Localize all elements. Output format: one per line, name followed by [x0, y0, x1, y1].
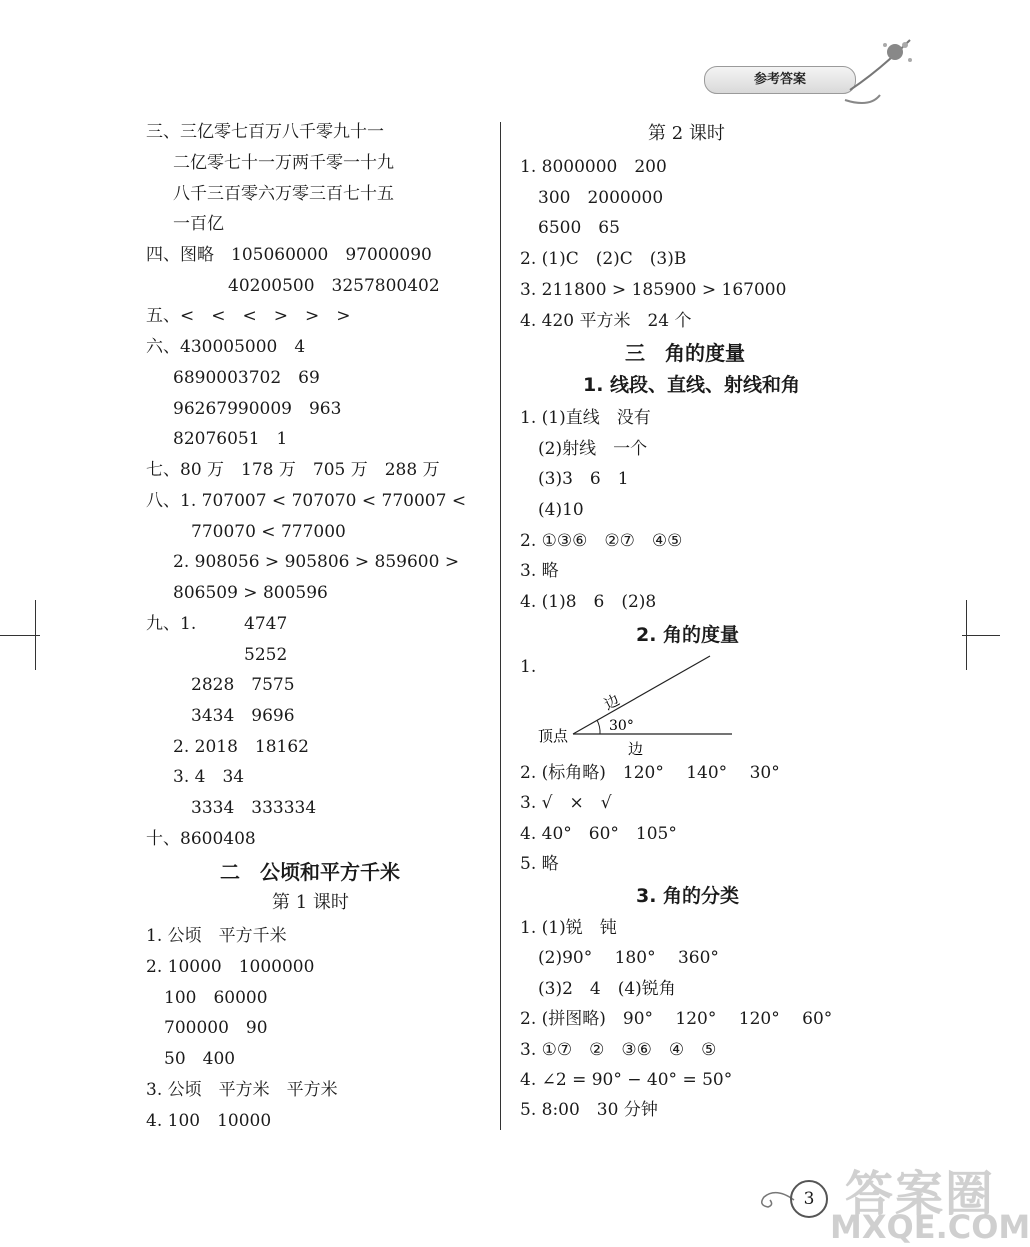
angle-arc: [597, 720, 600, 734]
angle-vertex-label: 顶点: [538, 727, 569, 745]
answer-line: (3)2 4 (4)锐角: [538, 979, 676, 999]
watermark-logo: 答案圈: [845, 1166, 996, 1222]
angle-ray-top: [573, 656, 710, 734]
answer-line: 八、1. 707007 < 707070 < 770007 <: [146, 491, 467, 511]
answer-line: 九、1.: [146, 614, 197, 634]
answer-line: 2828 7575: [191, 675, 295, 695]
answer-line: 4747: [244, 614, 288, 634]
answer-line: (4)10: [538, 500, 584, 520]
crop-mark-right-h: [962, 635, 1000, 636]
answer-line: 4. (1)8 6 (2)8: [520, 592, 657, 612]
header-banner: 参考答案: [704, 66, 856, 94]
angle-side-bottom-label: 边: [628, 740, 644, 758]
lesson-title: 第 1 课时: [272, 892, 349, 913]
angle-diagram: [530, 650, 750, 760]
answer-line: 3. 4 34: [173, 767, 245, 787]
answer-line: (2)90° 180° 360°: [538, 948, 719, 968]
answer-line: 96267990009 963: [173, 399, 342, 419]
answer-line: 3. 公顷 平方米 平方米: [146, 1080, 338, 1100]
answer-line: 2. ①③⑥ ②⑦ ④⑤: [520, 531, 683, 551]
answer-line: 100 60000: [164, 988, 268, 1008]
answer-line: 2. (1)C (2)C (3)B: [520, 249, 687, 269]
answer-line: 2. 2018 18162: [173, 737, 309, 757]
answer-line: 5252: [244, 645, 288, 665]
answer-line: 1. (1)锐 钝: [520, 918, 617, 938]
answer-line: 五、< < < > > >: [146, 306, 351, 326]
answer-line: 2. 10000 1000000: [146, 957, 315, 977]
answer-line: 82076051 1: [173, 429, 288, 449]
answer-line: 二亿零七十一万两千零一十九: [173, 153, 394, 173]
answer-line: 十、8600408: [146, 829, 256, 849]
page-number: 3: [790, 1180, 828, 1218]
answer-line: 1. 公顷 平方千米: [146, 926, 287, 946]
answer-line: 5. 8:00 30 分钟: [520, 1100, 658, 1120]
watermark-url: MXQE.COM: [830, 1208, 1030, 1246]
answer-line: 三、三亿零七百万八千零九十一: [146, 122, 384, 142]
answer-line: 700000 90: [164, 1018, 268, 1038]
answer-line: 1. (1)直线 没有: [520, 408, 651, 428]
answer-line: 3. √ × √: [520, 793, 612, 813]
answer-line: 806509 > 800596: [173, 583, 328, 603]
answer-line: (3)3 6 1: [538, 469, 629, 489]
answer-line: 七、80 万 178 万 705 万 288 万: [146, 460, 440, 480]
subsection-title: 3. 角的分类: [636, 885, 740, 907]
answer-line: 40200500 3257800402: [228, 276, 440, 296]
answer-line: 4. ∠2 = 90° − 40° = 50°: [520, 1070, 733, 1090]
answer-line: 一百亿: [173, 214, 224, 234]
answer-line: 六、430005000 4: [146, 337, 306, 357]
answer-line: 4. 100 10000: [146, 1111, 272, 1131]
answer-line: 3. ①⑦ ② ③⑥ ④ ⑤: [520, 1040, 717, 1060]
header-decoration-icon: [840, 30, 920, 110]
answer-line: 八千三百零六万零三百七十五: [173, 184, 394, 204]
answer-line: 2. (拼图略) 90° 120° 120° 60°: [520, 1009, 833, 1029]
answer-line: 5. 略: [520, 854, 559, 874]
answer-line: 四、图略 105060000 97000090: [146, 245, 432, 265]
answer-line: 6890003702 69: [173, 368, 320, 388]
subsection-title: 1. 线段、直线、射线和角: [583, 374, 801, 396]
answer-line: 770070 < 777000: [191, 522, 346, 542]
answer-line: 6500 65: [538, 218, 620, 238]
column-divider: [500, 122, 501, 1130]
answer-line: 1. 8000000 200: [520, 157, 667, 177]
answer-line: 300 2000000: [538, 188, 664, 208]
answer-line: (2)射线 一个: [538, 439, 648, 459]
answer-line: 3. 211800 > 185900 > 167000: [520, 280, 787, 300]
answer-line: 3434 9696: [191, 706, 295, 726]
crop-mark-left-h: [0, 635, 40, 636]
lesson-title: 第 2 课时: [648, 123, 725, 144]
answer-line: 50 400: [164, 1049, 236, 1069]
answer-line: 4. 420 平方米 24 个: [520, 311, 692, 331]
answer-line: 3334 333334: [191, 798, 317, 818]
section-title: 三 角的度量: [625, 341, 745, 365]
answer-line: 2. (标角略) 120° 140° 30°: [520, 763, 780, 783]
answer-line: 2. 908056 > 905806 > 859600 >: [173, 552, 460, 572]
answer-line: 3. 略: [520, 561, 559, 581]
section-title: 二 公顷和平方千米: [220, 860, 400, 884]
subsection-title: 2. 角的度量: [636, 624, 740, 646]
answer-line: 1.: [520, 657, 537, 677]
answer-line: 4. 40° 60° 105°: [520, 824, 677, 844]
angle-degree-label: 30°: [609, 718, 634, 734]
angle-side-top-label: 边: [600, 690, 623, 714]
